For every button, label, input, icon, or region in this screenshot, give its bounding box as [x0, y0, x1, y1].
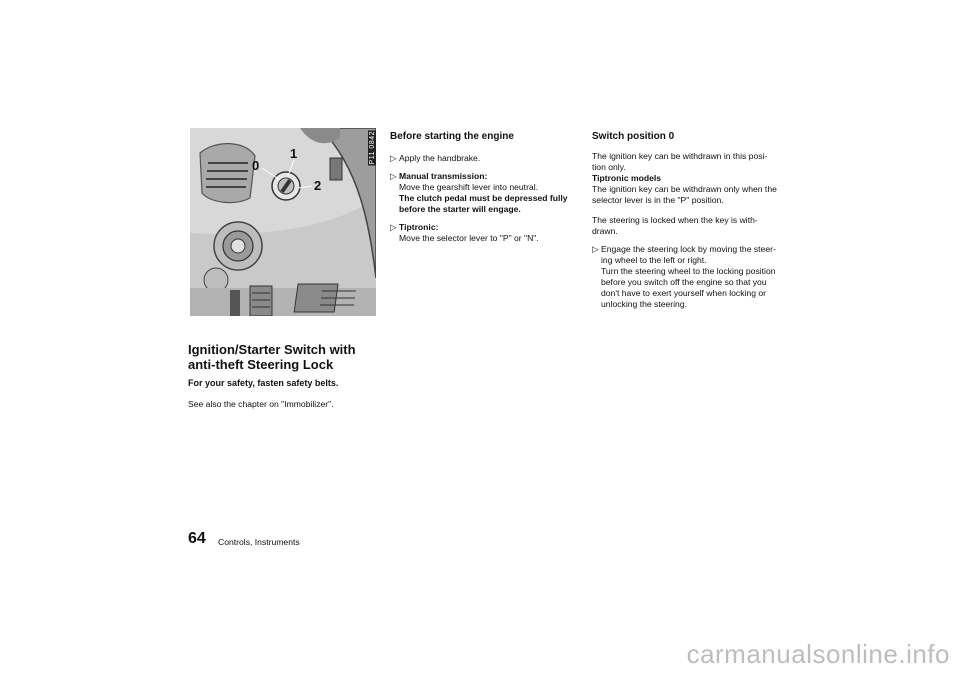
text-line: selector lever is in the "P" position. — [592, 195, 724, 205]
before-starting-heading: Before starting the engine — [390, 131, 514, 142]
bullet-handbrake — [390, 153, 580, 164]
text-line: unlocking the steering. — [601, 299, 687, 309]
section-title-line1: Ignition/Starter Switch with — [188, 342, 356, 357]
text-line: Turn the steering wheel to the locking position — [601, 266, 776, 276]
paragraph-tiptronic-models — [592, 173, 784, 206]
section-title-line2: anti-theft Steering Lock — [188, 357, 334, 372]
middle-column — [390, 131, 580, 244]
watermark: carmanualsonline.info — [686, 639, 950, 669]
text-line: drawn. — [592, 226, 618, 236]
ignition-lock — [272, 172, 300, 200]
tiptronic-models-title: Tiptronic models — [592, 173, 662, 183]
callout-2: 2 — [314, 178, 322, 193]
bullet-arrow-icon: ▷ — [592, 244, 599, 254]
clutch-warning-line1: The clutch pedal must be depressed fully — [399, 193, 568, 203]
bullet-text: Apply the handbrake. — [399, 153, 481, 163]
manual-transmission-text: Move the gearshift lever into neutral. — [399, 182, 539, 192]
bullet-manual-transmission — [390, 171, 580, 215]
page-number: 64 — [188, 530, 206, 547]
text-line: The ignition key can be withdrawn in this posi- — [592, 151, 768, 161]
text-line: Engage the steering lock by moving the steer- — [601, 244, 776, 254]
bullet-tiptronic — [390, 222, 580, 244]
bullet-arrow-icon: ▷ — [390, 153, 397, 163]
bullet-arrow-icon: ▷ — [390, 222, 397, 232]
text-line: before you switch off the engine so that you — [601, 277, 767, 287]
see-also-note: See also the chapter on "Immobilizer". — [188, 399, 334, 409]
tiptronic-title: Tiptronic: — [399, 222, 439, 232]
text-line: tion only. — [592, 162, 626, 172]
dashboard-drawing — [190, 128, 376, 316]
bullet-arrow-icon: ▷ — [390, 171, 397, 181]
text-line: ing wheel to the left or right. — [601, 255, 707, 265]
callout-0: 0 — [252, 158, 260, 173]
text-line: don't have to exert yourself when locking or — [601, 288, 767, 298]
paragraph-steering-locked — [592, 215, 784, 237]
air-vent — [200, 144, 255, 203]
tiptronic-text: Move the selector lever to "P" or "N". — [399, 233, 539, 243]
safety-note: For your safety, fasten safety belts. — [188, 378, 339, 388]
bullet-steering-lock — [592, 244, 784, 310]
right-column — [592, 131, 784, 310]
callout-1: 1 — [290, 146, 298, 161]
text-line: The ignition key can be withdrawn only when the — [592, 184, 777, 194]
switch-position-heading: Switch position 0 — [592, 131, 675, 142]
manual-transmission-title: Manual transmission: — [399, 171, 488, 181]
figure-code: P11 0842 — [369, 131, 376, 165]
section-name: Controls, Instruments — [218, 537, 300, 547]
ignition-illustration — [190, 128, 376, 316]
text-line: The steering is locked when the key is with- — [592, 215, 758, 225]
clutch-warning-line2: before the starter will engage. — [399, 204, 521, 214]
left-column — [188, 342, 388, 410]
paragraph-withdraw — [592, 151, 784, 173]
